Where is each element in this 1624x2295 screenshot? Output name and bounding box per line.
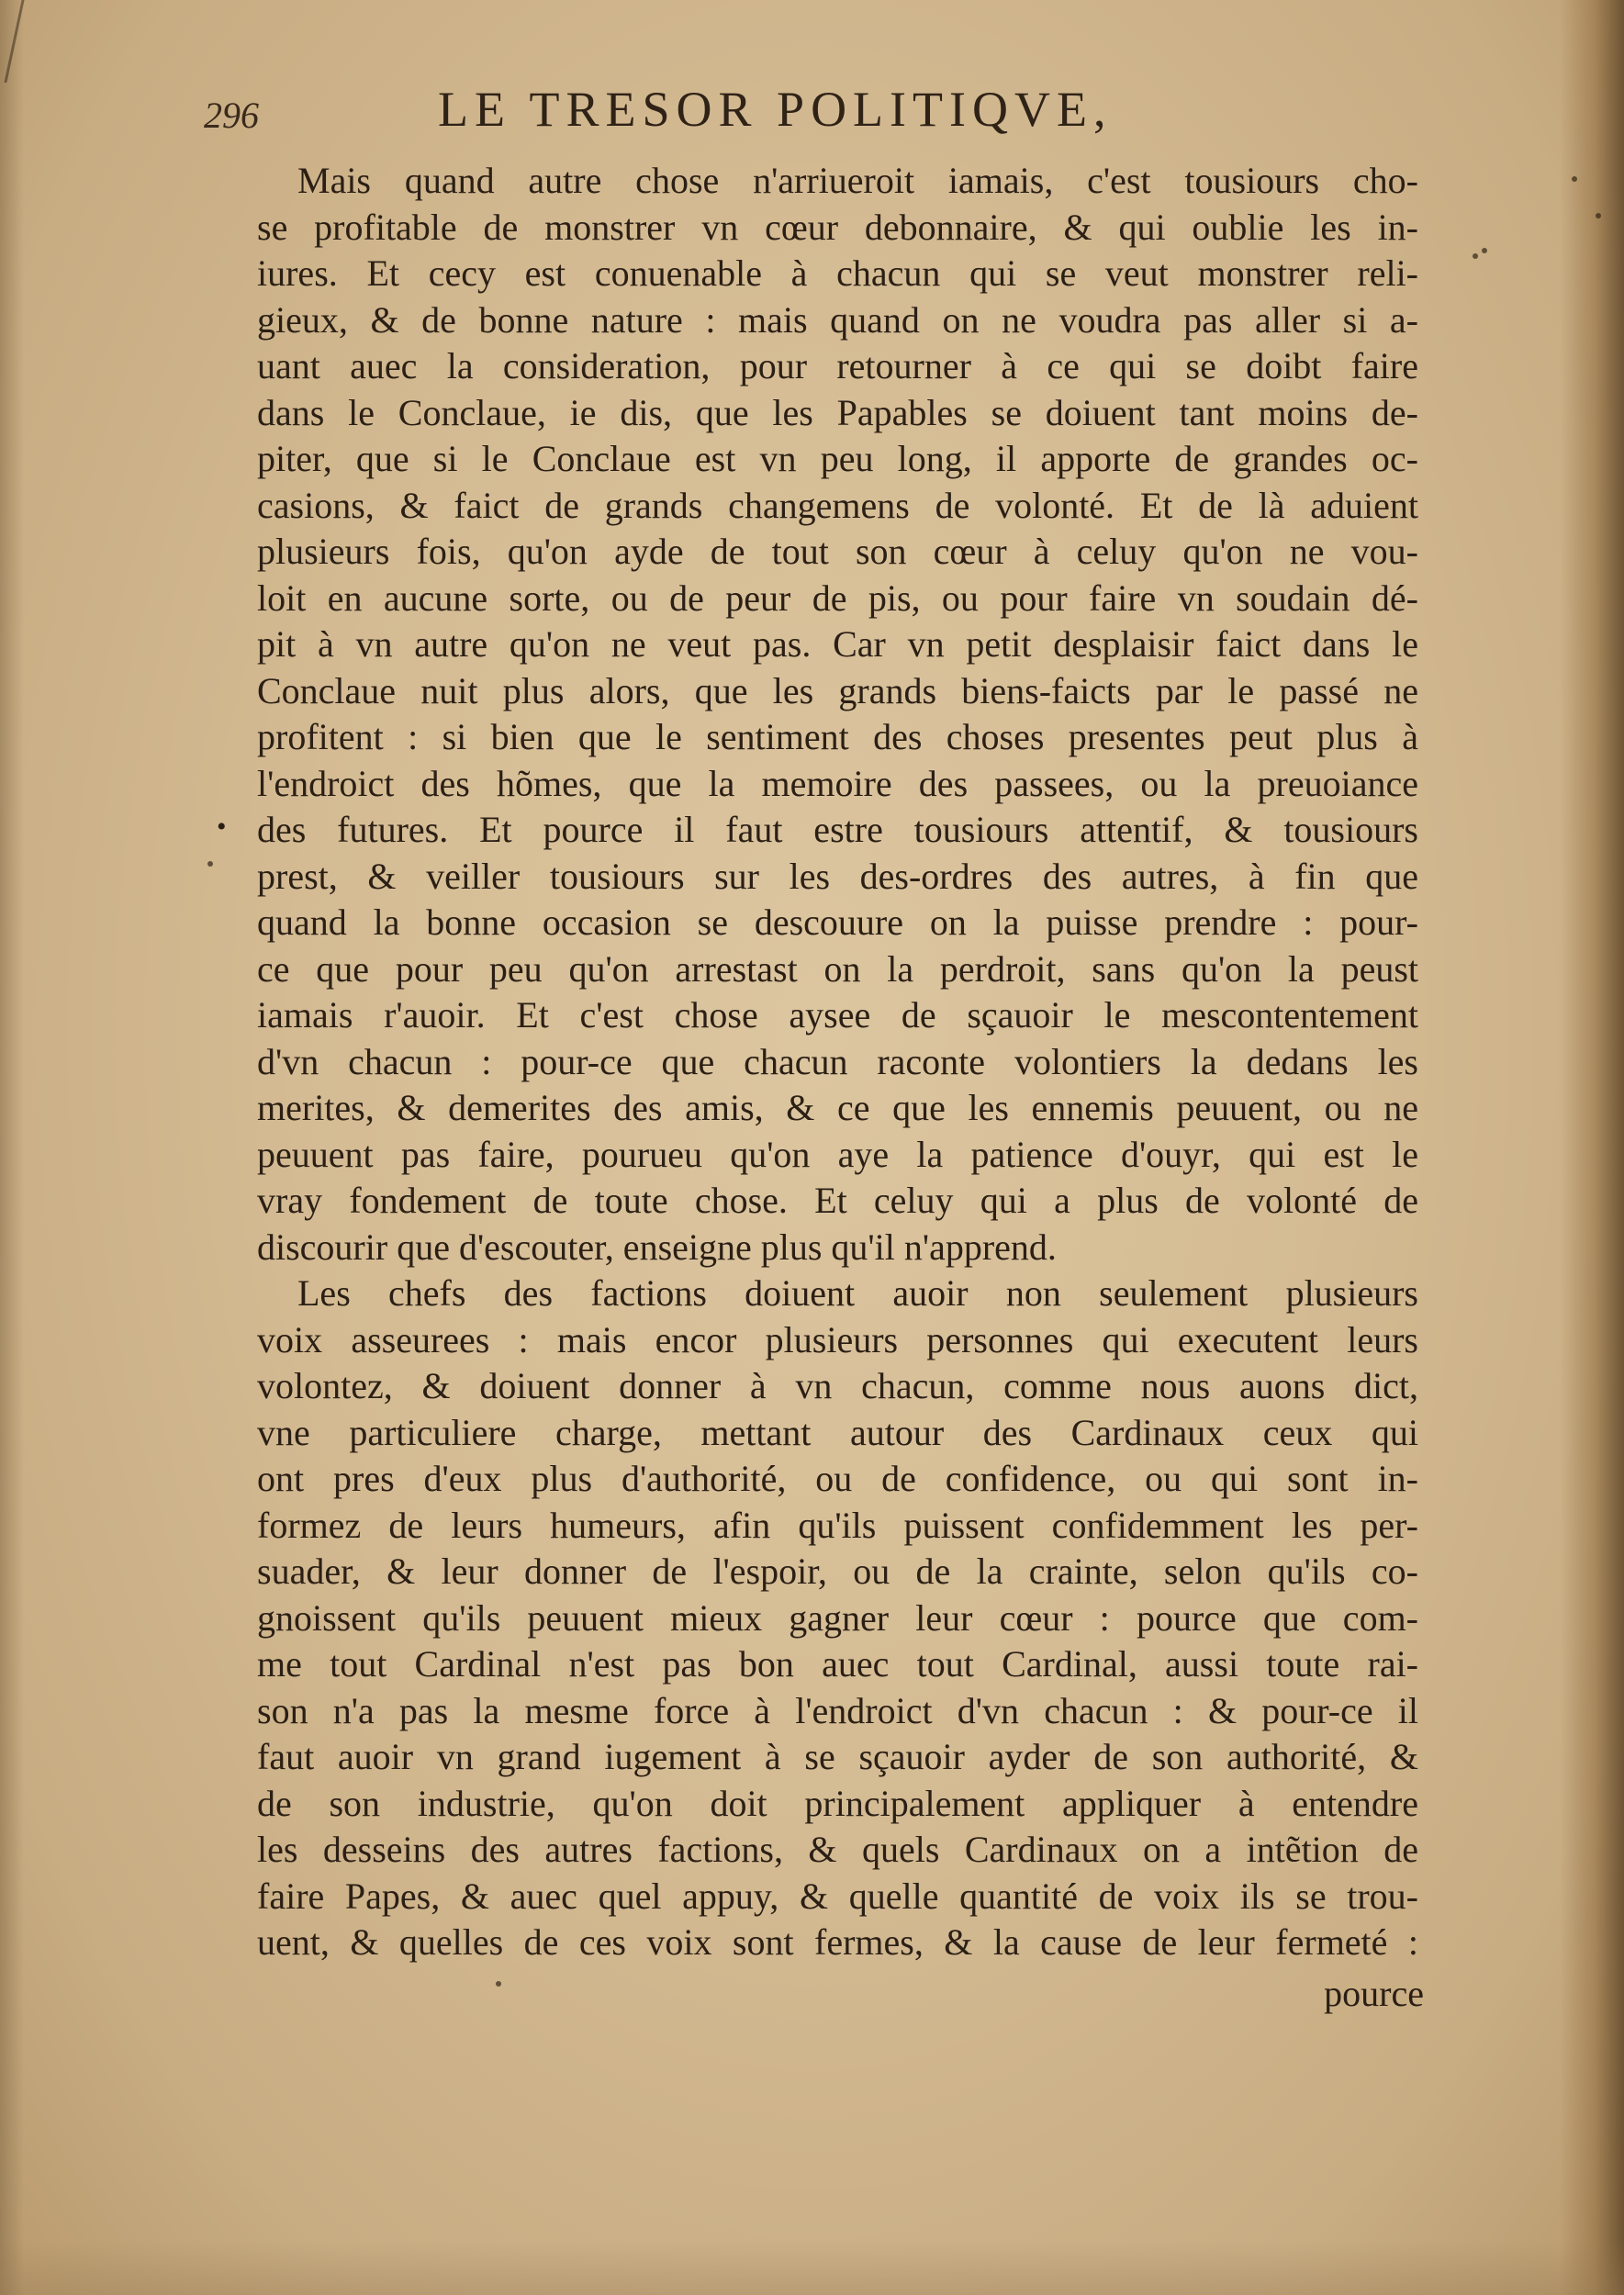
text-line: discourir que d'escouter, enseigne plus qu'il n'apprend.: [257, 1226, 1057, 1268]
text-line: Mais quand autre chose n'arriueroit iamais, c'est tousiours cho-: [297, 160, 1418, 201]
text-line: ce que pour peu qu'on arrestast on la perdroit, sans qu'on la peust: [257, 947, 1418, 990]
ink-speck: [1473, 253, 1478, 259]
text-line: volontez, & doiuent donner à vn chacun, comme nous auons dict,: [257, 1365, 1418, 1406]
text-line: ont pres d'eux plus d'authorité, ou de confidence, ou qui sont in-: [257, 1458, 1418, 1499]
text-line: quand la bonne occasion se descouure on la puisse prendre : pour-: [257, 901, 1418, 943]
text-line: des futures. Et pource il faut estre tousiours attentif, & tousiours: [257, 809, 1418, 850]
text-line: profitent : si bien que le sentiment des choses presentes peut plus à: [257, 716, 1418, 757]
text-line: l'endroict des hõmes, que la memoire des passees, ou la preuoiance: [257, 762, 1418, 804]
ink-speck: [496, 1981, 501, 1987]
text-line: Les chefs des factions doiuent auoir non seulement plusieurs: [297, 1272, 1418, 1314]
text-line: loit en aucune sorte, ou de peur de pis, ou pour faire vn soudain dé-: [257, 577, 1418, 619]
text-line: uent, & quelles de ces voix sont fermes, & la cause de leur fermeté :: [257, 1921, 1418, 1963]
text-line: uant auec la consideration, pour retourner à ce qui se doibt faire: [257, 345, 1418, 386]
text-line: gnoissent qu'ils peuuent mieux gagner leur cœur : pource que com-: [257, 1596, 1418, 1639]
text-line: vray fondement de toute chose. Et celuy qui a plus de volonté de: [257, 1180, 1418, 1221]
text-line: les desseins des autres factions, & quels Cardinaux on a intẽtion de: [257, 1829, 1418, 1870]
text-line: casions, & faict de grands changemens de volonté. Et de là aduient: [257, 484, 1418, 526]
text-line: formez de leurs humeurs, afin qu'ils puissent confidemment les per-: [257, 1504, 1418, 1546]
page-header: [204, 81, 1434, 145]
text-line: se profitable de monstrer vn cœur debonnaire, & qui oublie les in-: [257, 206, 1418, 248]
ink-speck: [207, 861, 213, 867]
page-left-shadow: [0, 0, 24, 2295]
body-text: [257, 158, 1418, 1966]
text-line: iamais r'auoir. Et c'est chose aysee de sçauoir le mescontentement: [257, 994, 1418, 1036]
text-line: son n'a pas la mesme force à l'endroict d'vn chacun : & pour-ce il: [257, 1689, 1418, 1731]
text-line: gieux, & de bonne nature : mais quand on ne voudra pas aller si a-: [257, 298, 1418, 341]
text-line: peuuent pas faire, pourueu qu'on aye la patience d'ouyr, qui est le: [257, 1133, 1418, 1175]
text-line: prest, & veiller tousiours sur les des-ordres des autres, à fin que: [257, 855, 1418, 897]
running-title: LE TRESOR POLITIQVE,: [438, 82, 1113, 137]
page-bottom-shadow: [0, 2240, 1624, 2295]
text-line: me tout Cardinal n'est pas bon auec tout Cardinal, aussi toute rai-: [257, 1643, 1418, 1685]
text-line: plusieurs fois, qu'on ayde de tout son cœur à celuy qu'on ne vou-: [257, 531, 1418, 572]
text-line: merites, & demerites des amis, & ce que les ennemis peuuent, ou ne: [257, 1087, 1418, 1128]
text-line: vne particuliere charge, mettant autour des Cardinaux ceux qui: [257, 1411, 1418, 1453]
text-line: dans le Conclaue, ie dis, que les Papables se doiuent tant moins de-: [257, 391, 1418, 433]
text-line: piter, que si le Conclaue est vn peu long, il apporte de grandes oc-: [257, 438, 1418, 479]
text-line: voix asseurees : mais encor plusieurs personnes qui executent leurs: [257, 1318, 1418, 1360]
binding-edge-shadow: [1560, 0, 1624, 2295]
catchword: pource: [1324, 1973, 1424, 2014]
ink-speck: [1596, 213, 1601, 218]
text-line: pit à vn autre qu'on ne veut pas. Car vn petit desplaisir faict dans le: [257, 623, 1418, 665]
text-line: Conclaue nuit plus alors, que les grands biens-faicts par le passé ne: [257, 669, 1418, 711]
page-number: 296: [204, 95, 259, 136]
text-line: faire Papes, & auec quel appuy, & quelle quantité de voix ils se trou-: [257, 1875, 1418, 1917]
text-line: de son industrie, qu'on doit principalement appliquer à entendre: [257, 1782, 1418, 1824]
ink-speck: [1572, 176, 1577, 182]
text-line: d'vn chacun : pour-ce que chacun raconte volontiers la dedans les: [257, 1040, 1418, 1082]
text-line: faut auoir vn grand iugement à se sçauoir ayder de son authorité, &: [257, 1736, 1418, 1777]
text-line: suader, & leur donner de l'espoir, ou de la crainte, selon qu'ils co-: [257, 1551, 1418, 1592]
margin-pointer-mark: •: [217, 812, 227, 842]
text-line: iures. Et cecy est conuenable à chacun qui se veut monstrer reli-: [257, 252, 1418, 294]
ink-speck: [1482, 248, 1487, 253]
